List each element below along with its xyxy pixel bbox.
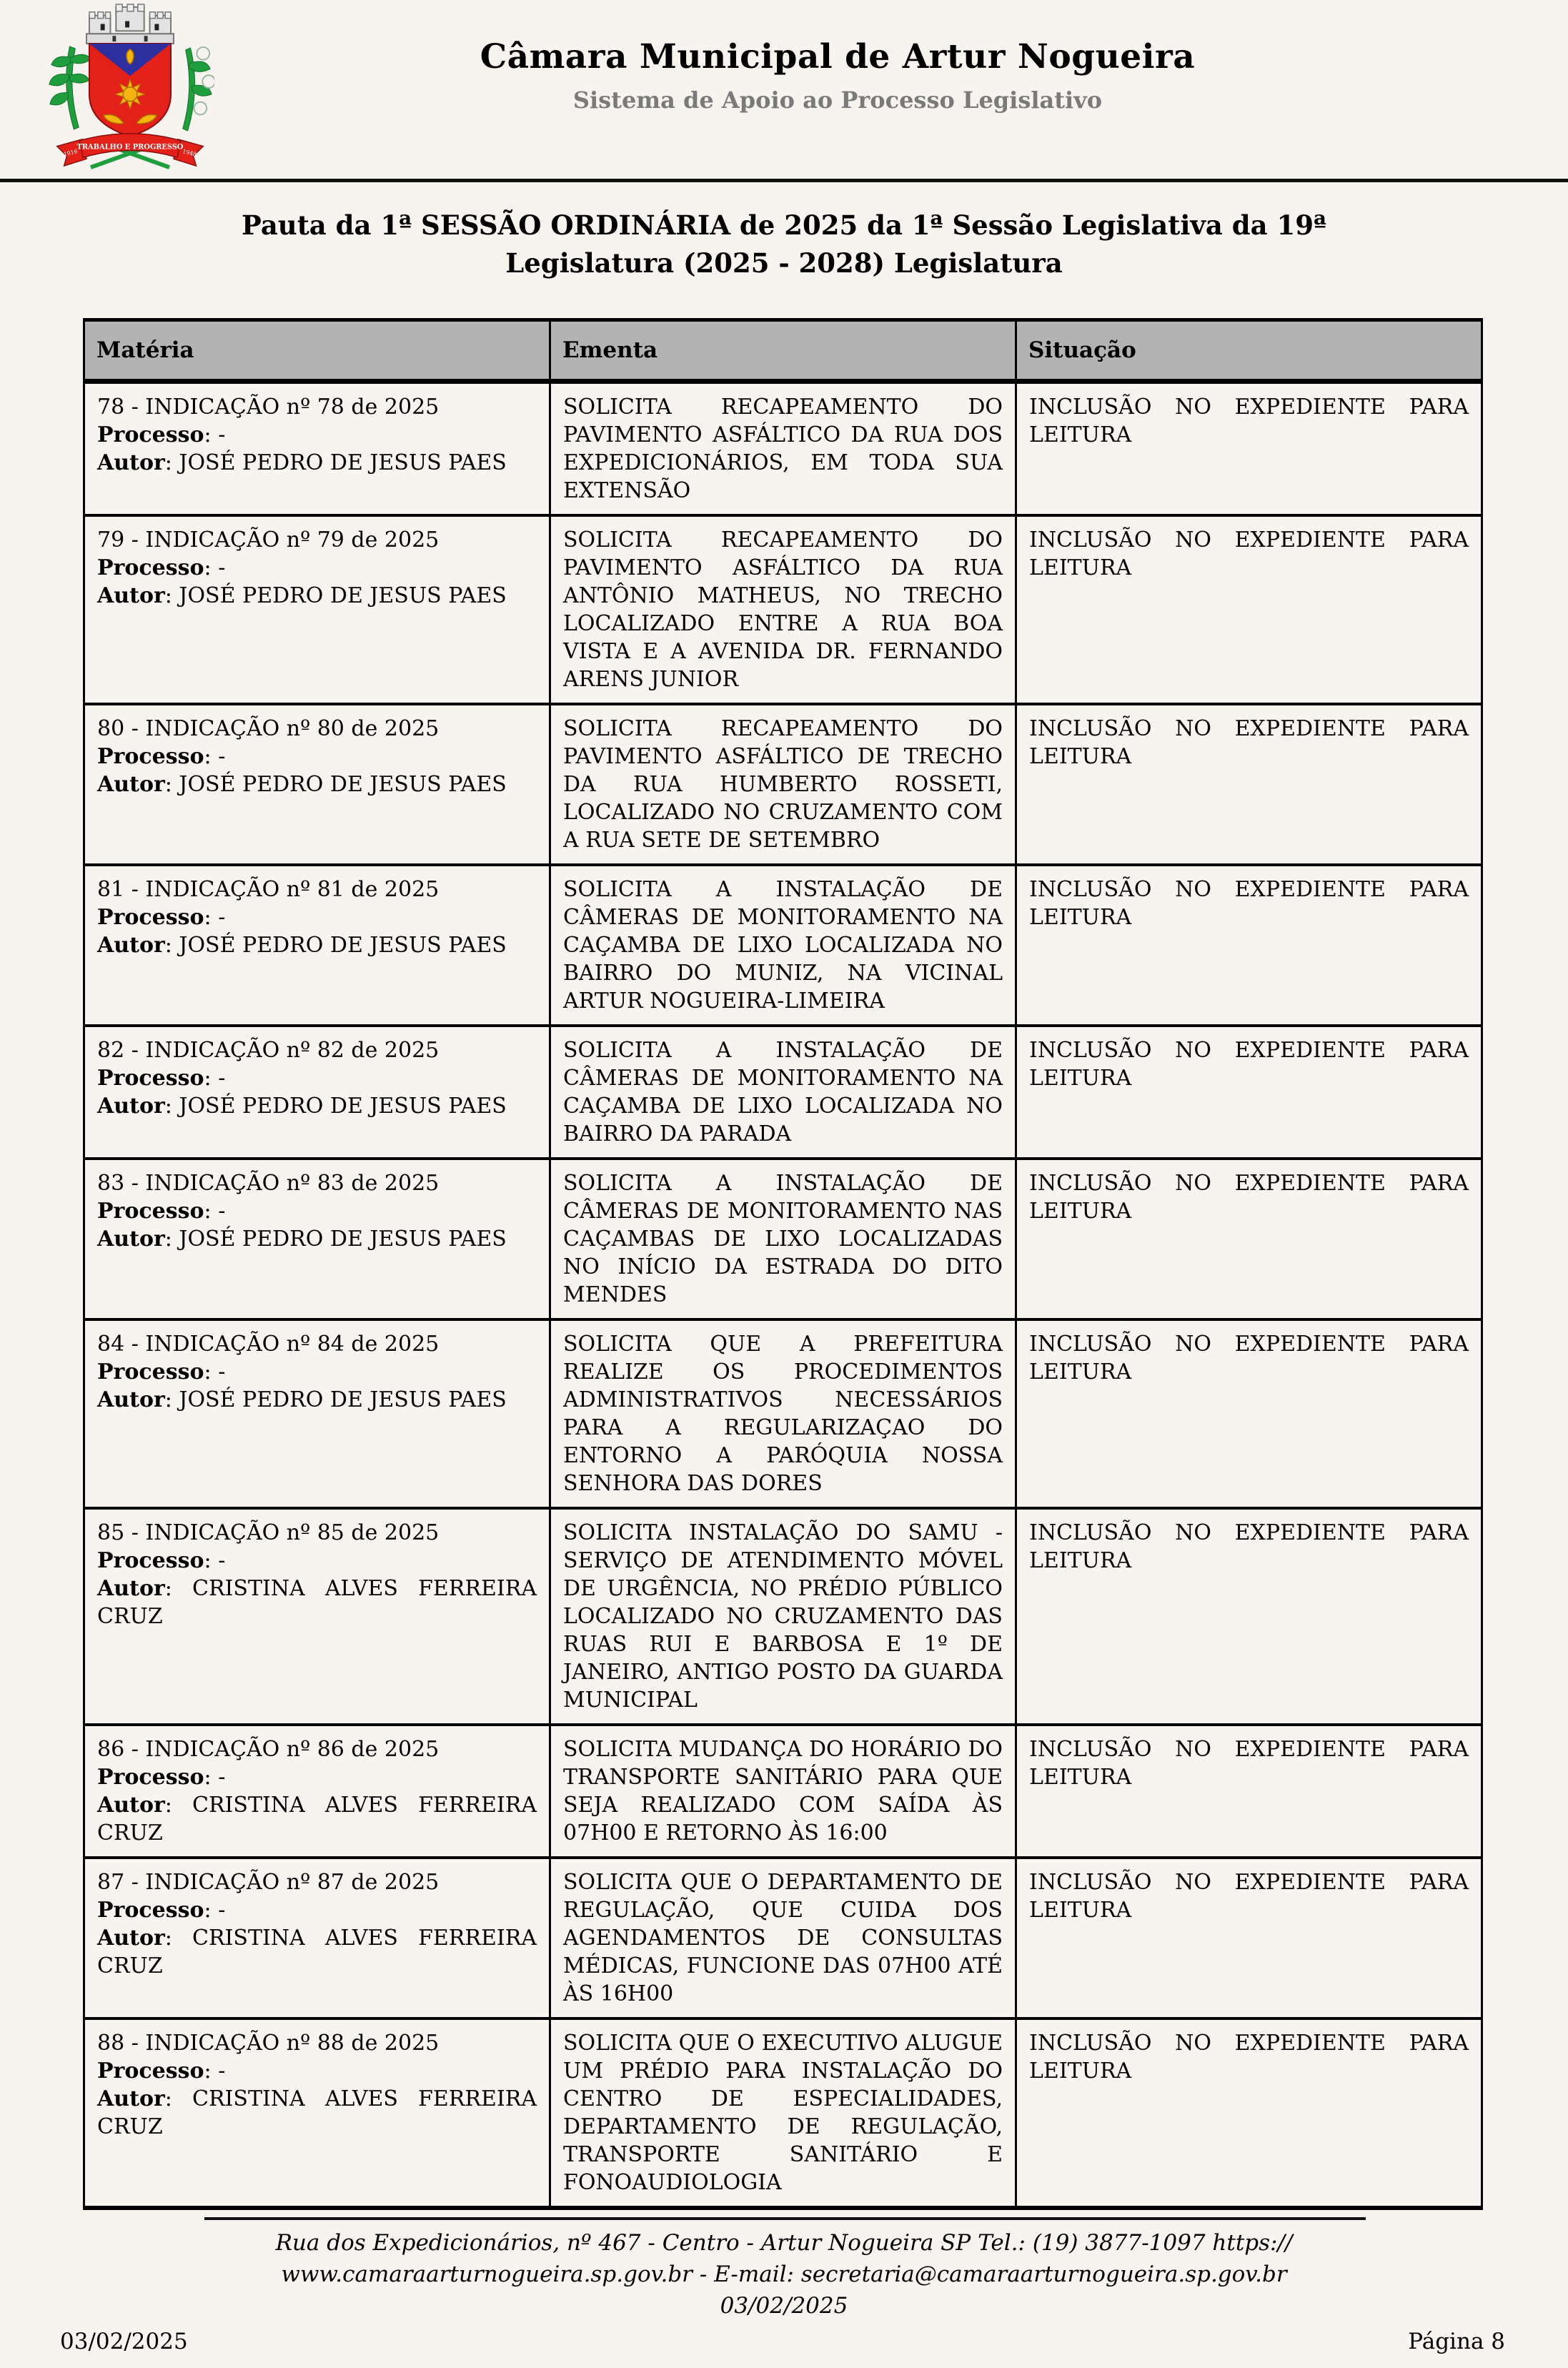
autor-label: Autor: [97, 933, 165, 958]
materia-title: 81 - INDICAÇÃO nº 81 de 2025: [97, 877, 440, 902]
cell-situacao: INCLUSÃO NO EXPEDIENTE PARA LEITURA: [1016, 1026, 1482, 1159]
cell-materia: [84, 865, 550, 1026]
processo-colon: :: [204, 1548, 219, 1573]
autor-value: CRISTINA ALVES FERREIRA CRUZ: [97, 1793, 537, 1846]
processo-colon: :: [204, 422, 219, 447]
header-row: [84, 320, 1482, 382]
corn-stalk-icon: [49, 46, 91, 129]
materia-processo-line: [97, 421, 537, 449]
autor-value: JOSÉ PEDRO DE JESUS PAES: [179, 450, 507, 475]
cell-situacao: INCLUSÃO NO EXPEDIENTE PARA LEITURA: [1016, 1858, 1482, 2018]
autor-colon: :: [164, 1227, 179, 1252]
materia-title: 78 - INDICAÇÃO nº 78 de 2025: [97, 395, 440, 420]
agenda-table: [83, 318, 1483, 2210]
autor-label: Autor: [97, 450, 165, 475]
cell-materia: [84, 515, 550, 704]
materia-title: 86 - INDICAÇÃO nº 86 de 2025: [97, 1737, 440, 1762]
materia-title: 85 - INDICAÇÃO nº 85 de 2025: [97, 1520, 440, 1545]
cell-ementa: SOLICITA QUE O EXECUTIVO ALUGUE UM PRÉDIO PARA INSTALAÇÃO DO CENTRO DE ESPECIALIDADES, DEPARTAMENTO DE REGULAÇÃO, TRANSPORTE SANITÁRIO E FONOAUDIOLOGIA: [550, 2018, 1016, 2208]
cell-materia: [84, 1858, 550, 2018]
ribbon-year-left: 1916: [62, 148, 79, 158]
materia-processo-line: [97, 1197, 537, 1225]
page-number: Página 8: [1408, 2329, 1505, 2354]
autor-colon: :: [164, 450, 179, 475]
materia-autor-line: [97, 1791, 537, 1847]
processo-label: Processo: [97, 1548, 204, 1573]
header-divider: [0, 179, 1568, 182]
materia-title: 88 - INDICAÇÃO nº 88 de 2025: [97, 2031, 440, 2056]
table-row: [84, 1508, 1482, 1725]
table-row: [84, 1026, 1482, 1159]
autor-colon: :: [164, 1387, 179, 1412]
processo-value: -: [218, 905, 226, 930]
materia-autor-line: [97, 931, 537, 959]
processo-value: -: [218, 1765, 226, 1790]
table-row: [84, 704, 1482, 865]
materia-processo-line: [97, 1064, 537, 1092]
materia-processo-line: [97, 2057, 537, 2085]
materia-title: 84 - INDICAÇÃO nº 84 de 2025: [97, 1332, 440, 1357]
cell-ementa: SOLICITA QUE A PREFEITURA REALIZE OS PROCEDIMENTOS ADMINISTRATIVOS NECESSÁRIOS PARA A REGULARIZAÇAO DO ENTORNO A PARÓQUIA NOSSA SENHORA DAS DORES: [550, 1319, 1016, 1508]
autor-colon: :: [164, 772, 179, 797]
cell-ementa: SOLICITA RECAPEAMENTO DO PAVIMENTO ASFÁLTICO DE TRECHO DA RUA HUMBERTO ROSSETI, LOCALIZADO NO CRUZAMENTO COM A RUA SETE DE SETEMBRO: [550, 704, 1016, 865]
ribbon-motto: TRABALHO E PROGRESSO: [76, 143, 184, 152]
materia-processo-line: [97, 554, 537, 582]
column-header-ementa: Ementa: [550, 320, 1016, 382]
agenda-table-head: [84, 320, 1482, 382]
autor-colon: :: [164, 1926, 192, 1951]
autor-value: JOSÉ PEDRO DE JESUS PAES: [179, 933, 507, 958]
cell-situacao: INCLUSÃO NO EXPEDIENTE PARA LEITURA: [1016, 382, 1482, 516]
cell-situacao: INCLUSÃO NO EXPEDIENTE PARA LEITURA: [1016, 1508, 1482, 1725]
table-row: [84, 2018, 1482, 2208]
autor-label: Autor: [97, 583, 165, 608]
autor-label: Autor: [97, 1227, 165, 1252]
document-title: Pauta da 1ª SESSÃO ORDINÁRIA de 2025 da 1ª Sessão Legislativa da 19ª Legislatura (2025 - 2028) Legislatura: [242, 209, 1326, 279]
materia-autor-line: [97, 1924, 537, 1980]
processo-value: -: [218, 422, 226, 447]
autor-colon: :: [164, 1793, 192, 1818]
processo-value: -: [218, 2059, 226, 2084]
cell-situacao: INCLUSÃO NO EXPEDIENTE PARA LEITURA: [1016, 704, 1482, 865]
footer-address-block: [0, 2227, 1568, 2322]
autor-colon: :: [164, 1576, 192, 1601]
page-date: 03/02/2025: [60, 2329, 188, 2354]
cell-materia: [84, 2018, 550, 2208]
materia-autor-line: [97, 449, 537, 477]
processo-value: -: [218, 1199, 226, 1224]
materia-processo-line: [97, 1547, 537, 1575]
processo-label: Processo: [97, 744, 204, 769]
autor-label: Autor: [97, 1926, 165, 1951]
organization-title: Câmara Municipal de Artur Nogueira: [480, 37, 1196, 76]
processo-value: -: [218, 555, 226, 580]
materia-processo-line: [97, 743, 537, 771]
cell-situacao: INCLUSÃO NO EXPEDIENTE PARA LEITURA: [1016, 2018, 1482, 2208]
materia-autor-line: [97, 1575, 537, 1630]
autor-value: CRISTINA ALVES FERREIRA CRUZ: [97, 1926, 537, 1978]
cell-materia: [84, 704, 550, 865]
processo-colon: :: [204, 1359, 219, 1384]
processo-colon: :: [204, 555, 219, 580]
processo-label: Processo: [97, 1898, 204, 1923]
cell-situacao: INCLUSÃO NO EXPEDIENTE PARA LEITURA: [1016, 1319, 1482, 1508]
materia-title: 82 - INDICAÇÃO nº 82 de 2025: [97, 1038, 440, 1063]
table-row: [84, 1858, 1482, 2018]
autor-label: Autor: [97, 772, 165, 797]
processo-value: -: [218, 1898, 226, 1923]
materia-processo-line: [97, 903, 537, 931]
ribbon-icon: [57, 134, 204, 166]
cell-ementa: SOLICITA A INSTALAÇÃO DE CÂMERAS DE MONITORAMENTO NA CAÇAMBA DE LIXO LOCALIZADA NO BAIRRO DA PARADA: [550, 1026, 1016, 1159]
column-header-situacao: Situação: [1016, 320, 1482, 382]
document-title-wrap: [0, 207, 1568, 282]
cell-ementa: SOLICITA MUDANÇA DO HORÁRIO DO TRANSPORTE SANITÁRIO PARA QUE SEJA REALIZADO COM SAÍDA ÀS 07H00 E RETORNO ÀS 16:00: [550, 1725, 1016, 1858]
processo-value: -: [218, 1066, 226, 1091]
autor-value: JOSÉ PEDRO DE JESUS PAES: [179, 1227, 507, 1252]
footer-divider: [204, 2217, 1366, 2220]
footer-date: 03/02/2025: [720, 2293, 848, 2319]
processo-colon: :: [204, 2059, 219, 2084]
autor-value: JOSÉ PEDRO DE JESUS PAES: [179, 772, 507, 797]
processo-label: Processo: [97, 1359, 204, 1384]
cell-materia: [84, 382, 550, 516]
table-body: [84, 382, 1482, 2209]
autor-label: Autor: [97, 1094, 165, 1119]
cell-ementa: SOLICITA A INSTALAÇÃO DE CÂMERAS DE MONITORAMENTO NAS CAÇAMBAS DE LIXO LOCALIZADAS NO INÍCIO DA ESTRADA DO DITO MENDES: [550, 1159, 1016, 1319]
autor-label: Autor: [97, 1387, 165, 1412]
autor-value: JOSÉ PEDRO DE JESUS PAES: [179, 1094, 507, 1119]
autor-value: CRISTINA ALVES FERREIRA CRUZ: [97, 2086, 537, 2139]
autor-value: JOSÉ PEDRO DE JESUS PAES: [179, 1387, 507, 1412]
autor-label: Autor: [97, 1576, 165, 1601]
cell-materia: [84, 1159, 550, 1319]
cell-situacao: INCLUSÃO NO EXPEDIENTE PARA LEITURA: [1016, 1159, 1482, 1319]
cell-situacao: INCLUSÃO NO EXPEDIENTE PARA LEITURA: [1016, 1725, 1482, 1858]
autor-label: Autor: [97, 1793, 165, 1818]
materia-autor-line: [97, 1225, 537, 1253]
footer-address-line2: www.camaraarturnogueira.sp.gov.br - E-mail: secretaria@camaraarturnogueira.sp.gov.br: [281, 2262, 1287, 2288]
table-row: [84, 515, 1482, 704]
processo-label: Processo: [97, 1066, 204, 1091]
materia-autor-line: [97, 1092, 537, 1120]
processo-value: -: [218, 1548, 226, 1573]
materia-title: 83 - INDICAÇÃO nº 83 de 2025: [97, 1171, 440, 1196]
page-header: [0, 0, 1568, 179]
processo-colon: :: [204, 1765, 219, 1790]
footer-address-line1: Rua dos Expedicionários, nº 467 - Centro - Artur Nogueira SP Tel.: (19) 3877-1097 https://: [275, 2230, 1293, 2256]
cell-materia: [84, 1508, 550, 1725]
autor-value: CRISTINA ALVES FERREIRA CRUZ: [97, 1576, 537, 1629]
processo-value: -: [218, 744, 226, 769]
cell-materia: [84, 1026, 550, 1159]
table-row: [84, 382, 1482, 516]
cell-materia: [84, 1319, 550, 1508]
processo-label: Processo: [97, 905, 204, 930]
autor-colon: :: [164, 2086, 192, 2111]
cell-materia: [84, 1725, 550, 1858]
autor-colon: :: [164, 933, 179, 958]
header-text-block: [107, 0, 1568, 114]
processo-label: Processo: [97, 1765, 204, 1790]
processo-label: Processo: [97, 2059, 204, 2084]
autor-label: Autor: [97, 2086, 165, 2111]
organization-subtitle: Sistema de Apoio ao Processo Legislativo: [572, 86, 1103, 114]
materia-autor-line: [97, 582, 537, 610]
processo-colon: :: [204, 744, 219, 769]
autor-colon: :: [164, 1094, 179, 1119]
table-row: [84, 1319, 1482, 1508]
processo-label: Processo: [97, 422, 204, 447]
table-row: [84, 1159, 1482, 1319]
cell-situacao: INCLUSÃO NO EXPEDIENTE PARA LEITURA: [1016, 515, 1482, 704]
materia-processo-line: [97, 1763, 537, 1791]
processo-colon: :: [204, 905, 219, 930]
materia-title: 80 - INDICAÇÃO nº 80 de 2025: [97, 716, 440, 741]
processo-colon: :: [204, 1199, 219, 1224]
processo-value: -: [218, 1359, 226, 1384]
cell-ementa: SOLICITA A INSTALAÇÃO DE CÂMERAS DE MONITORAMENTO NA CAÇAMBA DE LIXO LOCALIZADA NO BAIRRO DO MUNIZ, NA VICINAL ARTUR NOGUEIRA-LIMEIRA: [550, 865, 1016, 1026]
cell-ementa: SOLICITA QUE O DEPARTAMENTO DE REGULAÇÃO, QUE CUIDA DOS AGENDAMENTOS DE CONSULTAS MÉDICAS, FUNCIONE DAS 07H00 ATÉ ÀS 16H00: [550, 1858, 1016, 2018]
materia-title: 87 - INDICAÇÃO nº 87 de 2025: [97, 1870, 440, 1895]
materia-autor-line: [97, 2085, 537, 2141]
materia-autor-line: [97, 1386, 537, 1414]
autor-value: JOSÉ PEDRO DE JESUS PAES: [179, 583, 507, 608]
processo-label: Processo: [97, 1199, 204, 1224]
materia-autor-line: [97, 771, 537, 798]
processo-colon: :: [204, 1898, 219, 1923]
cell-ementa: SOLICITA RECAPEAMENTO DO PAVIMENTO ASFÁLTICO DA RUA DOS EXPEDICIONÁRIOS, EM TODA SUA EXTENSÃO: [550, 382, 1016, 516]
table-row: [84, 865, 1482, 1026]
cell-ementa: SOLICITA RECAPEAMENTO DO PAVIMENTO ASFÁLTICO DA RUA ANTÔNIO MATHEUS, NO TRECHO LOCALIZADO ENTRE A RUA BOA VISTA E A AVENIDA DR. FERNANDO ARENS JUNIOR: [550, 515, 1016, 704]
materia-processo-line: [97, 1896, 537, 1924]
cell-situacao: INCLUSÃO NO EXPEDIENTE PARA LEITURA: [1016, 865, 1482, 1026]
processo-colon: :: [204, 1066, 219, 1091]
autor-colon: :: [164, 583, 179, 608]
table-row: [84, 1725, 1482, 1858]
materia-title: 79 - INDICAÇÃO nº 79 de 2025: [97, 527, 440, 553]
materia-processo-line: [97, 1358, 537, 1386]
ribbon-year-right: 1948: [182, 148, 198, 158]
processo-label: Processo: [97, 555, 204, 580]
cell-ementa: SOLICITA INSTALAÇÃO DO SAMU - SERVIÇO DE ATENDIMENTO MÓVEL DE URGÊNCIA, NO PRÉDIO PÚBLICO LOCALIZADO NO CRUZAMENTO DAS RUAS RUI E BARBOSA E 1º DE JANEIRO, ANTIGO POSTO DA GUARDA MUNICIPAL: [550, 1508, 1016, 1725]
column-header-materia: Matéria: [84, 320, 550, 382]
